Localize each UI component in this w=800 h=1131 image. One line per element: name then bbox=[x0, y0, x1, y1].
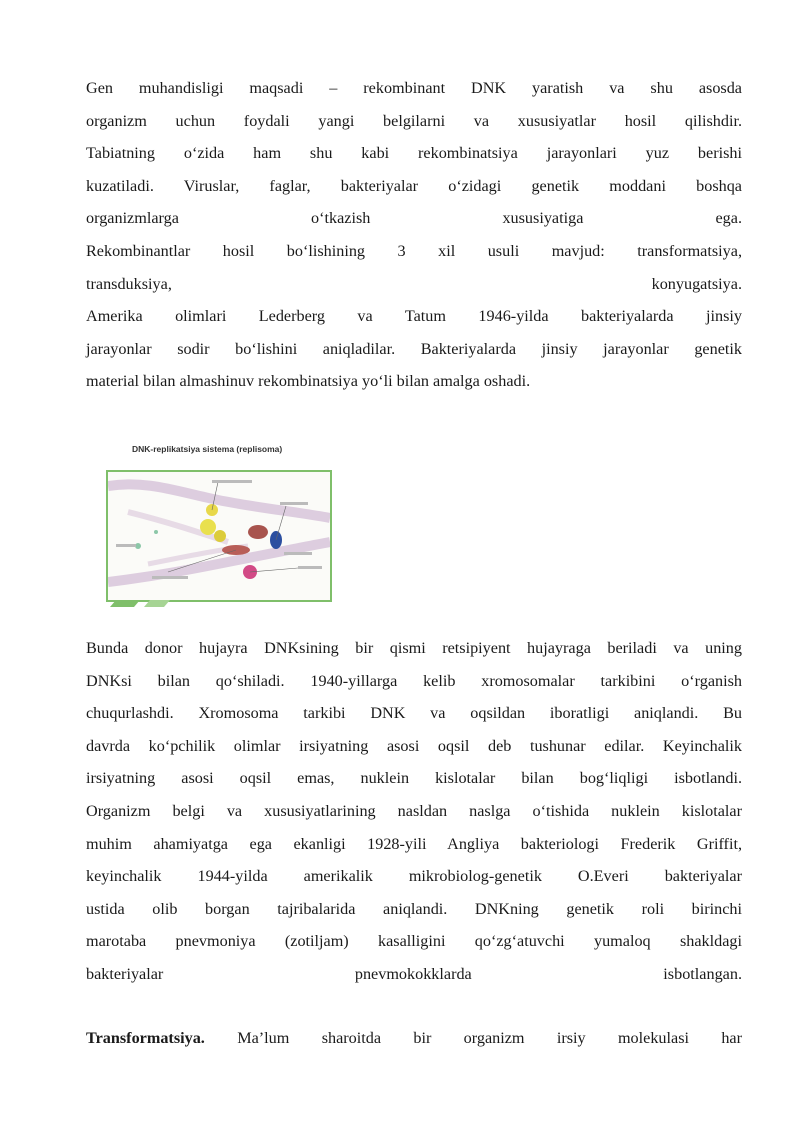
section-heading: Transformatsiya. bbox=[86, 1029, 205, 1047]
text-line: Organizm belgi va xususiyatlarining nasldan naslga o‘tishida nuklein kislotalar bbox=[86, 801, 742, 820]
text-line: Tabiatning o‘zida ham shu kabi rekombinatsiya jarayonlari yuz berishi bbox=[86, 144, 742, 163]
text-line bbox=[86, 1022, 742, 1055]
text-line: muhim ahamiyatga ega ekanligi 1928-yili Angliya bakteriologi Frederik Griffit, bbox=[86, 834, 742, 853]
text-line: chuqurlashdi. Xromosoma tarkibi DNK va oqsildan iboratligi aniqlandi. Bu bbox=[86, 704, 742, 723]
text-line: keyinchalik 1944-yilda amerikalik mikrobiolog-genetik O.Everi bakteriyalar bbox=[86, 867, 742, 886]
heading-continuation: Ma’lum sharoitda bir organizm irsiy molekulasi har bbox=[237, 1029, 742, 1047]
text-line: Rekombinantlar hosil bo‘lishining 3 xil usuli mavjud: transformatsiya, bbox=[86, 241, 742, 260]
figure-title: DNK-replikatsiya sistema (replisoma) bbox=[132, 444, 283, 454]
text-line: Bunda donor hujayra DNKsining bir qismi retsipiyent hujayraga beriladi va uning bbox=[86, 639, 742, 657]
text-line: Amerika olimlari Lederberg va Tatum 1946-yilda bakteriyalarda jinsiy bbox=[86, 307, 742, 326]
text-line: Gen muhandisligi maqsadi – rekombinant DNK yaratish va shu asosda bbox=[86, 79, 742, 97]
text-line: transduksiya, konyugatsiya. bbox=[86, 274, 742, 293]
text-line: organizm uchun foydali yangi belgilarni va xususiyatlar hosil qilishdir. bbox=[86, 111, 742, 130]
paragraph-history bbox=[86, 632, 742, 991]
text-line: marotaba pnevmoniya (zotiljam) kasalligini qo‘zg‘atuvchi yumaloq shakldagi bbox=[86, 932, 742, 951]
paragraph-intro bbox=[86, 72, 742, 398]
dna-replication-diagram bbox=[108, 472, 330, 600]
text-line: material bilan almashinuv rekombinatsiya yo‘li bilan amalga oshadi. bbox=[86, 372, 531, 391]
text-line: organizmlarga o‘tkazish xususiyatiga ega. bbox=[86, 209, 742, 228]
text-line: bakteriyalar pnevmokokklarda isbotlangan. bbox=[86, 964, 742, 983]
figure-illustration bbox=[106, 470, 332, 602]
replisome-figure bbox=[104, 442, 330, 612]
text-line: kuzatiladi. Viruslar, faglar, bakteriyalar o‘zidagi genetik moddani boshqa bbox=[86, 176, 742, 195]
text-line: davrda ko‘pchilik olimlar irsiyatning asosi oqsil deb tushunar edilar. Keyinchalik bbox=[86, 736, 742, 755]
text-line: irsiyatning asosi oqsil emas, nuklein kislotalar bilan bog‘liqligi isbotlandi. bbox=[86, 769, 742, 788]
text-line: ustida olib borgan tajribalarida aniqlandi. DNKning genetik roli birinchi bbox=[86, 899, 742, 918]
paragraph-transformation bbox=[86, 1022, 742, 1055]
text-line: DNKsi bilan qo‘shiladi. 1940-yillarga kelib xromosomalar tarkibini o‘rganish bbox=[86, 671, 742, 690]
text-line: jarayonlar sodir bo‘lishini aniqladilar. Bakteriyalarda jinsiy jarayonlar genetik bbox=[86, 339, 742, 358]
figure-decoration-bar bbox=[110, 600, 170, 607]
